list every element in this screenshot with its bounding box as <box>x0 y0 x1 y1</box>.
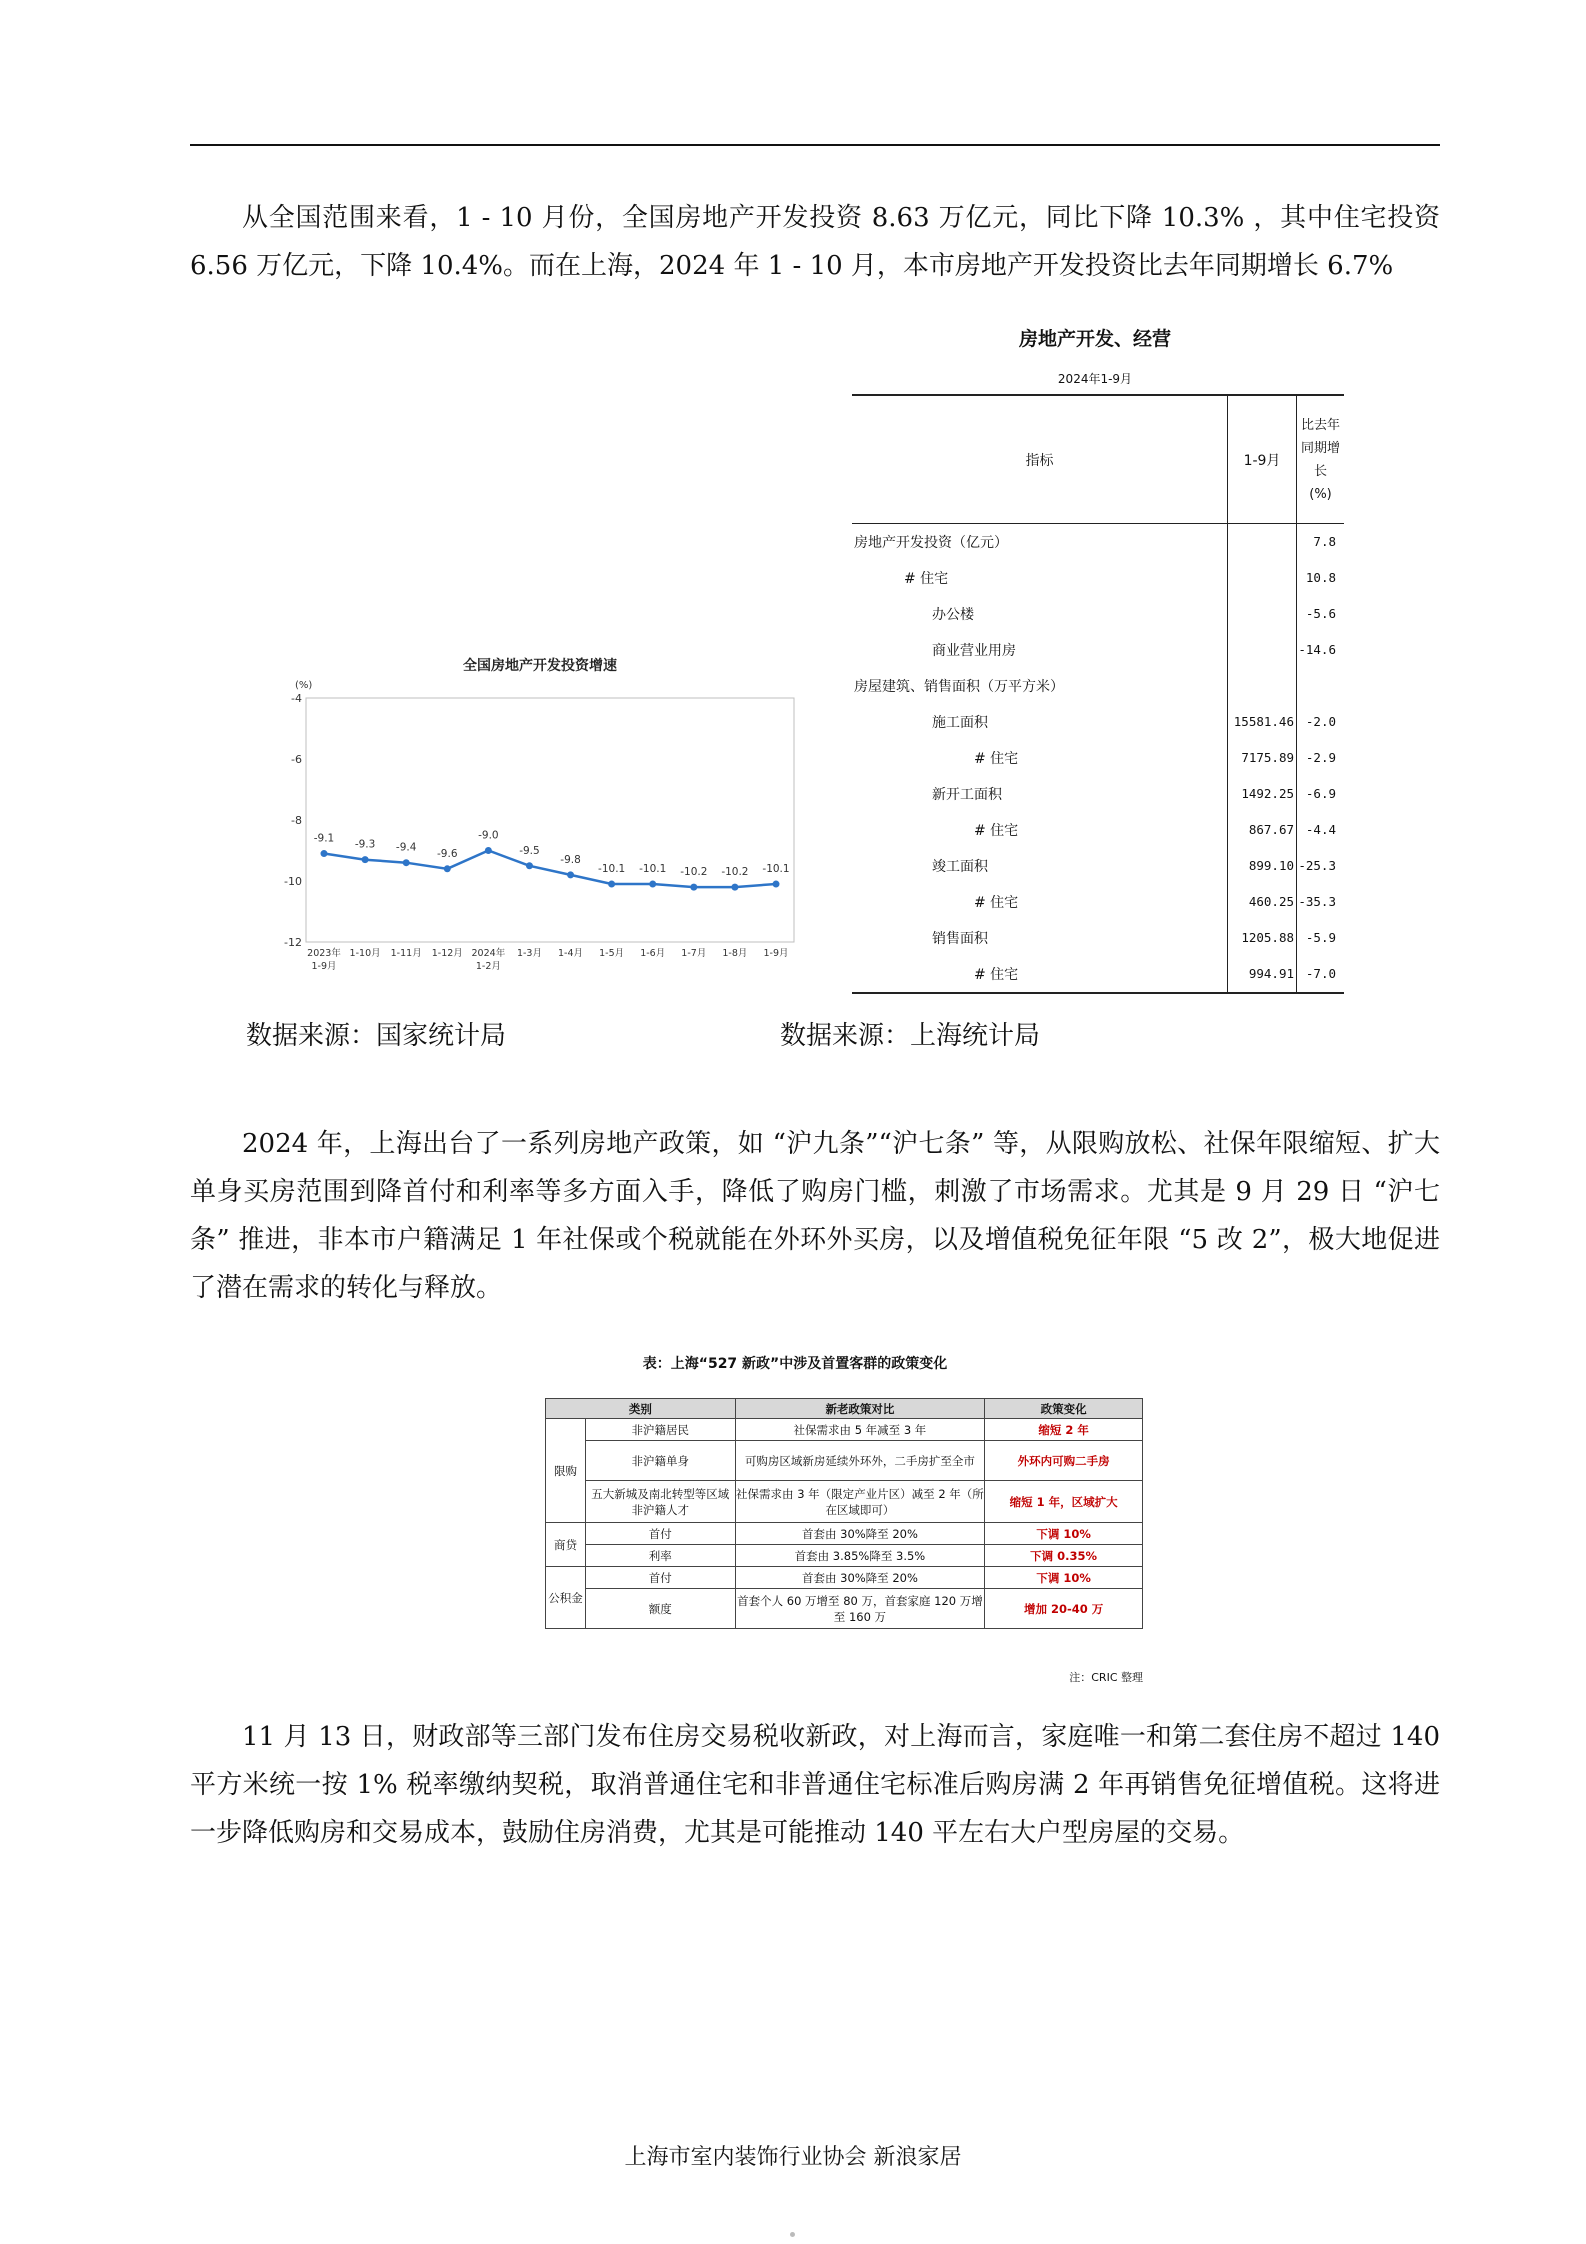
policy-compare: 社保需求由 5 年减至 3 年 <box>735 1419 985 1441</box>
row-label: # 住宅 <box>974 751 1019 767</box>
policy-change: 下调 10% <box>985 1523 1143 1545</box>
paragraph-tax-policy: 11 月 13 日，财政部等三部门发布住房交易税收新政，对上海而言，家庭唯一和第二套住房不超过 140 平方米统一按 1% 税率缴纳契税，取消普通住宅和非普通住宅标准后购房满 2 年再销售免征增值税。这将进一步降低购房和交易成本，鼓励住房消费，尤其是可能推动 140 平左右大户型房屋的交易。 <box>190 1722 1440 1848</box>
policy-table-title: 表：上海“527 新政”中涉及首置客群的政策变化 <box>642 1356 948 1372</box>
paragraph-policy: 2024 年，上海出台了一系列房地产政策，如 “沪九条”“沪七条” 等，从限购放松、社保年限缩短、扩大单身买房范围到降首付和利率等多方面入手，降低了购房门槛，刺激了市场需求。尤其是 9 月 29 日 “沪七条” 推进，非本市户籍满足 1 年社保或个税就能在外环外买房，以及增值税免征年限 “5 改 2”，极大地促进了潜在需求的转化与释放。 <box>190 1129 1440 1303</box>
x-tick-label: 1-11月 <box>390 948 422 959</box>
table-row <box>852 848 1344 884</box>
row-growth: 7.8 <box>1296 524 1344 560</box>
row-value: 867.67 <box>1227 812 1296 848</box>
header-growth <box>1296 396 1344 523</box>
data-label: -9.8 <box>560 853 581 866</box>
row-label: 办公楼 <box>932 607 974 623</box>
row-label: 房屋建筑、销售面积（万平方米） <box>854 679 1064 695</box>
row-growth: -4.4 <box>1296 812 1344 848</box>
row-label: 新开工面积 <box>932 787 1002 803</box>
source-left: 数据来源：国家统计局 <box>246 1021 507 1051</box>
table-row <box>852 596 1344 632</box>
data-label: -9.3 <box>354 838 376 851</box>
data-point <box>526 862 533 869</box>
data-point <box>485 847 492 854</box>
table-row <box>852 560 1344 596</box>
source-right: 数据来源：上海统计局 <box>780 1021 1041 1051</box>
data-point <box>444 865 451 872</box>
row-label: 竣工面积 <box>932 859 988 875</box>
data-label: -10.2 <box>680 866 708 879</box>
row-growth: -2.0 <box>1296 704 1344 740</box>
data-label: -9.6 <box>437 847 458 860</box>
header-rule <box>190 144 1440 146</box>
investment-growth-chart <box>284 648 810 988</box>
table-row <box>852 740 1344 776</box>
data-label: -9.1 <box>313 832 335 845</box>
table-row <box>852 704 1344 740</box>
header-compare: 新老政策对比 <box>735 1399 985 1419</box>
policy-compare: 首套由 3.85%降至 3.5% <box>735 1545 985 1567</box>
data-label: -10.1 <box>639 863 667 876</box>
data-point <box>403 859 410 866</box>
y-tick-label: -6 <box>291 753 302 766</box>
policy-table-note: 注：CRIC 整理 <box>1069 1671 1143 1684</box>
stat-table-subtitle: 2024年1-9月 <box>1057 372 1133 386</box>
row-label: 商业营业用房 <box>932 643 1016 659</box>
row-label: # 住宅 <box>974 823 1019 839</box>
stat-table-header <box>852 396 1344 524</box>
table-row <box>546 1481 1143 1523</box>
x-tick-labels <box>307 947 788 972</box>
policy-change: 外环内可购二手房 <box>985 1441 1143 1481</box>
row-growth <box>1296 668 1344 704</box>
row-value <box>1227 596 1296 632</box>
row-growth: -6.9 <box>1296 776 1344 812</box>
header-growth-line: (%) <box>1309 486 1332 502</box>
header-period: 1-9月 <box>1227 396 1296 523</box>
policy-change: 下调 0.35% <box>985 1545 1143 1567</box>
x-tick-label: 1-3月 <box>516 948 542 959</box>
row-value: 15581.46 <box>1227 704 1296 740</box>
stat-table-body <box>852 524 1344 992</box>
table-row <box>546 1589 1143 1629</box>
x-tick-label: 1-7月 <box>681 948 707 959</box>
table-row <box>852 524 1344 560</box>
data-label: -10.1 <box>762 863 790 876</box>
data-point <box>690 884 697 891</box>
data-label: -9.0 <box>478 829 499 842</box>
row-growth: -35.3 <box>1296 884 1344 920</box>
row-growth: -7.0 <box>1296 956 1344 992</box>
row-value <box>1227 524 1296 560</box>
table-row <box>546 1419 1143 1441</box>
row-value: 994.91 <box>1227 956 1296 992</box>
y-tick-label: -4 <box>291 692 302 705</box>
policy-table <box>545 1398 1143 1629</box>
x-tick-label: 1-4月 <box>558 948 584 959</box>
row-growth: -5.9 <box>1296 920 1344 956</box>
sub-category: 非沪籍居民 <box>585 1419 735 1441</box>
data-point <box>773 881 780 888</box>
x-tick-label: 1-6月 <box>640 948 666 959</box>
x-tick-label: 1-5月 <box>599 948 625 959</box>
y-tick-label: -12 <box>284 936 302 949</box>
sub-category: 首付 <box>585 1523 735 1545</box>
y-tick-labels <box>284 692 302 949</box>
policy-compare: 首套由 30%降至 20% <box>735 1567 985 1589</box>
row-value <box>1227 560 1296 596</box>
row-label: # 住宅 <box>974 967 1019 983</box>
header-growth-line: 长 <box>1313 463 1327 479</box>
row-growth: 10.8 <box>1296 560 1344 596</box>
y-tick-label: -8 <box>291 814 302 827</box>
data-point <box>649 881 656 888</box>
row-growth: -2.9 <box>1296 740 1344 776</box>
series-line <box>324 851 776 888</box>
paragraph-national-investment: 从全国范围来看，1 - 10 月份，全国房地产开发投资 8.63 万亿元，同比下降 10.3% ，其中住宅投资 6.56 万亿元，下降 10.4%。而在上海，2024 年 1 - 10 月，本市房地产开发投资比去年同期增长 6.7% <box>190 203 1440 281</box>
data-label: -10.2 <box>721 866 749 879</box>
row-growth: -5.6 <box>1296 596 1344 632</box>
row-growth: -14.6 <box>1296 632 1344 668</box>
stat-table-title: 房地产开发、经营 <box>1018 328 1171 350</box>
policy-change: 下调 10% <box>985 1567 1143 1589</box>
policy-compare: 社保需求由 3 年（限定产业片区）减至 2 年（所在区域即可） <box>735 1481 985 1523</box>
data-point <box>567 871 574 878</box>
policy-change: 缩短 1 年，区域扩大 <box>985 1481 1143 1523</box>
table-row <box>852 884 1344 920</box>
policy-compare: 首套由 30%降至 20% <box>735 1523 985 1545</box>
sub-category: 额度 <box>585 1589 735 1629</box>
row-value: 1205.88 <box>1227 920 1296 956</box>
table-row <box>852 632 1344 668</box>
plot-frame <box>306 698 794 942</box>
header-change: 政策变化 <box>985 1399 1143 1419</box>
data-label: -10.1 <box>598 863 626 876</box>
header-growth-line: 同期增 <box>1300 440 1340 456</box>
data-point <box>608 881 615 888</box>
chart-svg <box>284 648 810 988</box>
policy-compare: 首套个人 60 万增至 80 万，首套家庭 120 万增至 160 万 <box>735 1589 985 1629</box>
page-footer: 上海市室内装饰行业协会 新浪家居 <box>624 2145 962 2170</box>
group-label: 公积金 <box>546 1567 586 1629</box>
data-label: -9.4 <box>395 841 417 854</box>
table-row <box>852 920 1344 956</box>
header-category: 类别 <box>546 1399 736 1419</box>
header-indicator: 指标 <box>1025 452 1054 469</box>
table-row <box>546 1523 1143 1545</box>
row-label: 施工面积 <box>932 715 988 731</box>
sub-category: 首付 <box>585 1567 735 1589</box>
table-row <box>852 812 1344 848</box>
policy-table-header <box>546 1399 1143 1419</box>
data-point <box>731 884 738 891</box>
policy-change: 缩短 2 年 <box>985 1419 1143 1441</box>
chart-title: 全国房地产开发投资增速 <box>463 658 617 674</box>
data-point <box>362 856 369 863</box>
row-value: 1492.25 <box>1227 776 1296 812</box>
sub-category: 利率 <box>585 1545 735 1567</box>
row-growth: -25.3 <box>1296 848 1344 884</box>
y-tick-label: -10 <box>284 875 302 888</box>
x-tick-label: 1-12月 <box>431 948 463 959</box>
x-tick-label: 1-8月 <box>722 948 748 959</box>
page-dot <box>790 2232 795 2237</box>
header-growth-line: 比去年 <box>1300 417 1340 433</box>
x-tick-label: 2023年 <box>307 948 341 959</box>
row-value: 899.10 <box>1227 848 1296 884</box>
table-row <box>546 1567 1143 1589</box>
table-row <box>852 668 1344 704</box>
x-tick-label: 2024年 <box>471 948 506 959</box>
policy-compare: 可购房区域新房延续外环外，二手房扩至全市 <box>735 1441 985 1481</box>
sub-category: 五大新城及南北转型等区域非沪籍人才 <box>585 1481 735 1523</box>
row-label: # 住宅 <box>974 895 1019 911</box>
row-value <box>1227 632 1296 668</box>
row-label: 销售面积 <box>932 931 988 947</box>
row-value: 7175.89 <box>1227 740 1296 776</box>
row-label: # 住宅 <box>904 571 949 587</box>
data-label: -9.5 <box>519 844 540 857</box>
x-tick-label: 1-10月 <box>349 948 381 959</box>
table-row <box>852 956 1344 992</box>
table-row <box>546 1441 1143 1481</box>
row-value <box>1227 668 1296 704</box>
policy-change: 增加 20-40 万 <box>985 1589 1143 1629</box>
table-row <box>546 1545 1143 1567</box>
x-tick-label: 1-9月 <box>763 948 789 959</box>
row-label: 房地产开发投资（亿元） <box>854 535 1008 551</box>
table-row <box>852 776 1344 812</box>
chart-y-unit: (%) <box>295 680 313 691</box>
group-label: 商贷 <box>546 1523 586 1567</box>
data-point <box>321 850 328 857</box>
x-tick-label: 1-2月 <box>475 961 501 972</box>
sub-category: 非沪籍单身 <box>585 1441 735 1481</box>
group-label: 限购 <box>546 1419 586 1523</box>
stat-table <box>852 394 1344 994</box>
x-tick-label: 1-9月 <box>311 961 337 972</box>
row-value: 460.25 <box>1227 884 1296 920</box>
